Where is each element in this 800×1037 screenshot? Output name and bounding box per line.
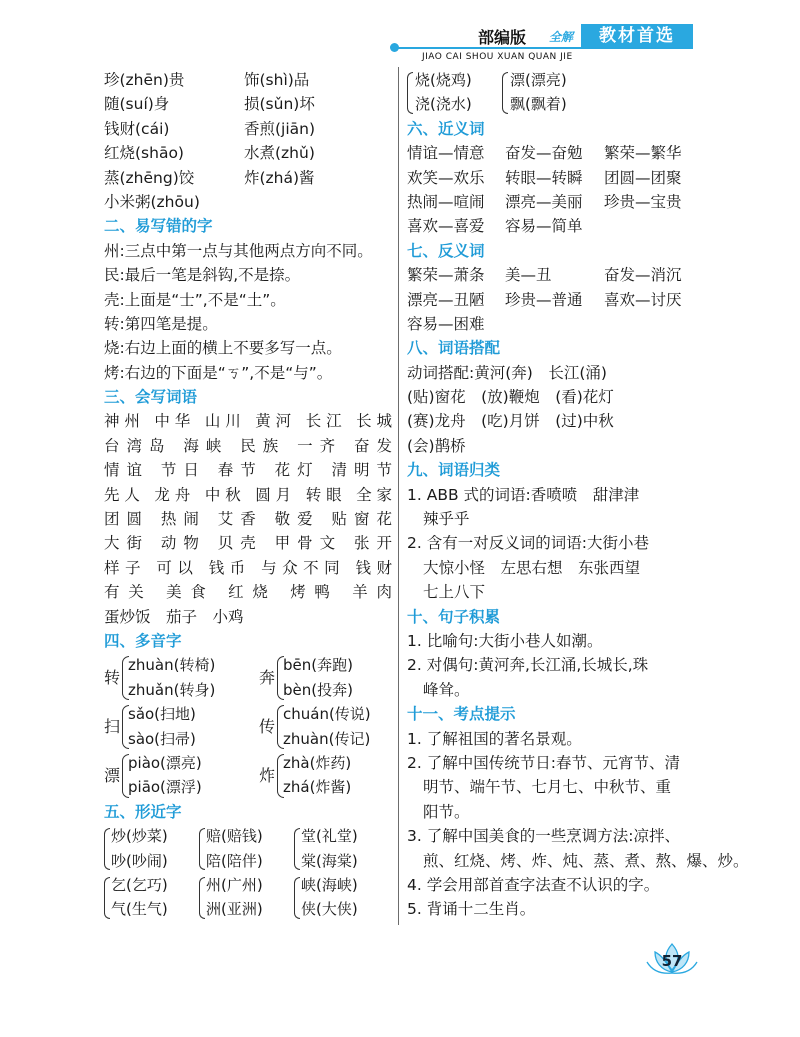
section-title-synonyms: 六、近义词 [407,119,485,138]
similar-char: 棠(海棠) [301,851,358,870]
polyphone-row [104,702,392,751]
polyphone-char: 漂 [104,765,121,785]
synonym-row-item: 转眼—转瞬 [505,168,583,187]
sentence-line: 1. 比喻句:大街小巷人如潮。 [407,632,603,650]
synonym-row [407,141,697,165]
reading-row [104,166,392,190]
synonym-row-item: 繁荣—繁华 [604,144,682,163]
antonym-row [407,263,697,287]
sentence-list [407,629,697,702]
exam-tip-list [407,727,749,922]
similar-char: 洲(亚洲) [206,900,263,919]
column-divider [398,67,399,925]
classify-line: 2. 含有一对反义词的词语:大街小巷 [407,534,649,553]
classify-list [407,483,697,605]
word-row: 台湾岛 海峡 民族 一齐 奋发 [104,436,392,455]
polyphone-char: 扫 [104,717,121,737]
left-column [104,68,392,922]
section-title-write-words: 三、会写词语 [104,388,198,407]
polyphone-reading: bèn(投奔) [283,680,353,699]
reading-item: 蒸(zhēng)饺 [104,168,195,187]
word-row: 神州 中华 山川 黄河 长江 长城 [104,412,392,431]
polyphone-reading: sào(扫帚) [128,729,196,748]
similar-char-row [407,68,697,117]
antonym-row-item: 珍贵—普通 [505,290,583,309]
similar-char: 峡(海峡) [301,875,358,894]
polyphone-reading: piào(漂亮) [128,753,202,772]
section-title-exam-tips: 十一、考点提示 [407,705,516,724]
similar-char: 漂(漂亮) [510,71,567,89]
antonym-row-item: 容易—困难 [407,314,485,333]
polyphone-reading: zhuàn(传记) [283,729,371,748]
note-line: 烧:右边上面的横上不要多写一点。 [104,339,342,358]
note-line: 转:第四笔是提。 [104,314,218,333]
exam-tip-line: 4. 学会用部首查字法查不认识的字。 [407,875,660,894]
collocation-line: (赛)龙舟 (吃)月饼 (过)中秋 [407,412,614,431]
note-line: 烤:右边的下面是“ㄎ”,不是“与”。 [104,363,333,382]
polyphone-reading: sǎo(扫地) [128,705,196,724]
polyphone-reading: piāo(漂浮) [128,778,202,797]
header-rule [392,47,692,49]
exam-tip-line: 1. 了解祖国的著名景观。 [407,729,582,748]
antonym-row-item: 奋发—消沉 [604,266,682,285]
exam-tip-line: 5. 背诵十二生肖。 [407,900,536,919]
antonym-row [407,312,697,336]
antonym-row-item: 漂亮—丑陋 [407,290,485,309]
similar-char: 炒(炒菜) [111,827,168,846]
polyphone-reading: zhuǎn(转身) [128,680,216,699]
synonym-row-item: 喜欢—喜爱 [407,217,485,236]
page-number-badge [645,940,699,976]
polyphone-row [104,751,392,800]
polyphone-reading: chuán(传说) [283,705,371,724]
synonym-row-item: 珍贵—宝贵 [604,192,682,211]
antonym-row [407,288,697,312]
word-row: 有关 美食 红烧 烤鸭 羊肉 [104,583,392,602]
reading-row [104,117,392,141]
note-line: 州:三点中第一点与其他两点方向不同。 [104,241,373,260]
similar-char: 浇(浇水) [415,95,472,114]
reading-row [104,68,392,92]
exam-tip-line: 3. 了解中国美食的一些烹调方法:凉拌、 [407,827,680,846]
collocation-line: 动词搭配:黄河(奔) 长江(涌) [407,363,607,382]
polyphone-char: 炸 [259,765,276,785]
reading-item: 水煮(zhǔ) [244,144,315,163]
right-column [407,68,749,922]
brand-logo: 全解 [549,30,574,44]
word-row: 团圆 热闹 艾香 敬爱 贴窗花 [104,510,392,529]
similar-char: 吵(吵闹) [111,851,168,870]
synonym-row-item: 奋发—奋勉 [505,144,583,163]
brace-icon [104,877,110,919]
word-row: 情谊 节日 春节 花灯 清明节 [104,461,392,480]
sentence-line: 2. 对偶句:黄河奔,长江涌,长城长,珠 [407,656,649,675]
brace-icon [199,828,205,870]
reading-item: 香煎(jiān) [244,119,316,138]
word-row: 先人 龙舟 中秋 圆月 转眼 全家 [104,485,392,504]
antonym-row-item: 繁荣—萧条 [407,266,485,285]
brace-icon [199,877,205,919]
word-row: 大街 动物 贝壳 甲骨文 张开 [104,534,392,553]
polyphone-list [104,653,392,799]
section-title-antonyms: 七、反义词 [407,241,485,260]
reading-item: 炸(zhá)酱 [244,168,315,187]
write-words-list [104,409,392,629]
page-number: 57 [661,952,683,970]
reading-item: 随(suí)身 [104,95,170,114]
similar-char: 侠(大侠) [301,900,358,919]
antonym-list [407,263,697,336]
polyphone-char: 转 [104,668,121,688]
classify-line: 大惊小怪 左思右想 东张西望 [423,558,641,577]
reading-item: 钱财(cái) [104,119,170,138]
antonym-row-item: 美—丑 [505,266,552,285]
section-title-classify: 九、词语归类 [407,461,501,480]
section-title-similar-chars: 五、形近字 [104,802,182,821]
reading-item: 损(sǔn)坏 [244,95,315,114]
synonym-row [407,214,697,238]
synonym-row-item: 热闹—喧闹 [407,192,485,211]
word-row: 样子 可以 钱币 与众不同 钱财 [104,558,392,577]
reading-item: 珍(zhēn)贵 [104,71,185,89]
exam-tip-line: 2. 了解中国传统节日:春节、元宵节、清 [407,753,680,772]
similar-char: 陪(陪伴) [206,851,263,870]
synonym-row-item: 欢笑—欢乐 [407,168,485,187]
synonym-row [407,166,697,190]
similar-char-row [104,873,392,922]
reading-item: 小米粥(zhōu) [104,192,200,211]
word-row: 蛋炒饭 茄子 小鸡 [104,607,244,626]
similar-char-list [104,824,392,922]
collocation-line: (会)鹊桥 [407,436,466,455]
exam-tip-line: 明节、端午节、七月七、中秋节、重 [423,778,672,797]
exam-tip-line: 煎、红烧、烤、炸、炖、蒸、煮、熬、爆、炒。 [423,851,749,870]
reading-row [104,141,392,165]
similar-char-row [104,824,392,873]
synonym-row [407,190,697,214]
polyphone-reading: zhuàn(转椅) [128,656,216,675]
similar-char: 赔(赔钱) [206,827,263,846]
similar-char: 气(生气) [111,900,168,919]
polyphone-reading: zhà(炸药) [283,753,352,772]
note-line: 壳:上面是“士”,不是“土”。 [104,290,286,309]
similar-char: 飘(飘着) [510,95,567,114]
sentence-line: 峰耸。 [423,680,470,699]
polyphone-row [104,653,392,702]
similar-char: 州(广州) [206,875,263,894]
synonym-row-item: 漂亮—美丽 [505,192,583,211]
polyphone-char: 传 [259,717,276,737]
synonym-list [407,141,697,239]
series-badge: 教材首选 [581,24,693,49]
brace-icon [294,877,300,919]
synonym-row-item: 团圆—团聚 [604,168,682,187]
section-title-polyphones: 四、多音字 [104,631,182,650]
classify-line: 辣乎乎 [423,510,470,529]
section-title-easy-wrong: 二、易写错的字 [104,217,213,236]
section-title-collocation: 八、词语搭配 [407,339,501,358]
classify-line: 1. ABB 式的词语:香喷喷 甜津津 [407,485,640,504]
brace-icon [104,828,110,870]
reading-item: 红烧(shāo) [104,144,184,163]
similar-char: 烧(烧鸡) [415,71,472,89]
polyphone-char: 奔 [259,668,276,688]
antonym-row-item: 喜欢—讨厌 [604,290,682,309]
series-pinyin: JIAO CAI SHOU XUAN QUAN JIE [422,52,573,62]
reading-item: 饰(shì)品 [244,71,310,89]
reading-row [104,92,392,116]
similar-char: 乞(乞巧) [111,875,168,894]
note-line: 民:最后一笔是斜钩,不是捺。 [104,266,301,285]
synonym-row-item: 情谊—情意 [407,144,485,163]
section-title-sentences: 十、句子积累 [407,607,501,626]
exam-tip-line: 阳节。 [423,802,470,821]
polyphone-reading: zhá(炸酱) [283,778,352,797]
polyphone-reading: bēn(奔跑) [283,656,353,675]
reading-row [104,190,392,214]
brace-icon [294,828,300,870]
synonym-row-item: 容易—简单 [505,217,583,236]
similar-char: 堂(礼堂) [301,827,358,846]
collocation-line: (贴)窗花 (放)鞭炮 (看)花灯 [407,388,614,407]
edition-label: 部编版 [478,28,527,47]
classify-line: 七上八下 [423,583,486,602]
